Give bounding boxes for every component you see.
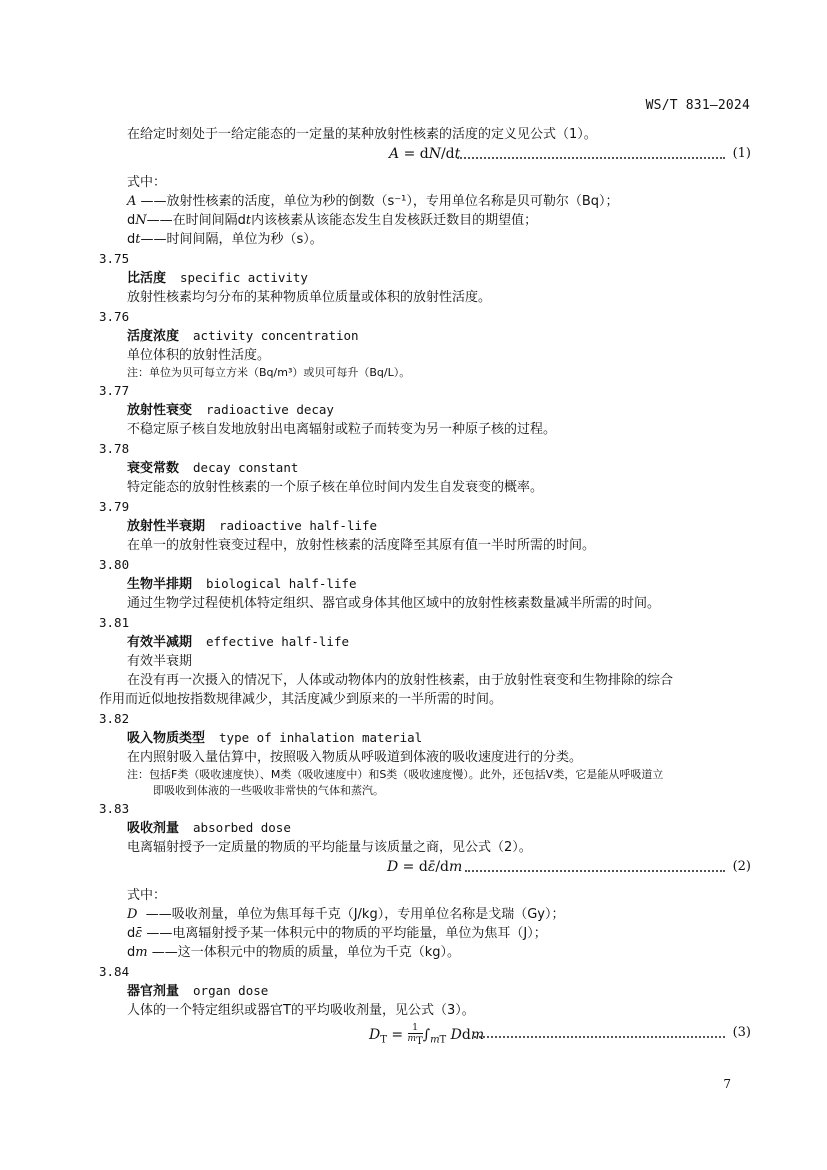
term-definition-3-76: 单位体积的放射性活度。 [127,348,271,363]
page-number: 7 [723,1077,731,1091]
formula-3-expression: $D_T$ = $\frac{1}{m_T}$ $\int_{mT}$ Ddm [369,1023,485,1047]
formula-2 [99,858,751,878]
where-label: 式中： [127,175,167,190]
term-zh: 生物半排期 [127,577,193,592]
var-de: dε̄ ——电离辐射授予某一体积元中的物质的平均能量，单位为焦耳（J）； [127,926,547,941]
term-definition-3-81-line2: 作用而近似地按指数规律减少，其活度减少到原来的一半所需的时间。 [99,692,503,707]
term-number-3-81: 3.81 [99,615,130,630]
formula-3 [99,1021,751,1047]
formula-2-number: (2) [732,859,751,874]
formula-2-expression: D = dε̄/dm [387,859,463,875]
term-definition-3-82: 在内照射吸入量估算中，按照吸入物质从呼吸道到体液的吸收速度进行的分类。 [127,750,583,765]
formula-1 [99,145,751,165]
term-heading-3-80 [99,574,751,594]
formula-1-leader [457,145,725,159]
term-en: specific activity [180,270,308,285]
term-heading-3-83 [99,818,751,838]
term-number-3-75: 3.75 [99,251,130,266]
term-zh: 放射性半衰期 [127,519,206,534]
term-en: activity concentration [193,328,359,343]
term-definition-3-81-line1: 在没有再一次摄入的情况下，人体或动物体内的放射性核素，由于放射性衰变和生物排除的综合 [127,673,674,688]
term-number-3-78: 3.78 [99,441,130,456]
term-definition-3-78: 特定能态的放射性核素的一个原子核在单位时间内发生自发衰变的概率。 [127,480,544,495]
term-note-3-76: 注：单位为贝可每立方米（Bq/m³）或贝可每升（Bq/L）。 [127,366,411,379]
term-definition-3-79: 在单一的放射性衰变过程中，放射性核素的活度降至其原有值一半时所需的时间。 [127,538,596,553]
term-zh: 比活度 [127,271,167,286]
term-heading-3-82 [99,728,751,748]
var-dt-desc: ——时间间隔，单位为秒（s）。 [140,232,323,247]
term-en: biological half-life [206,576,357,591]
var-dN-desc-a: ——在时间间隔 [146,213,238,228]
var-A-desc: ——放射性核素的活度，单位为秒的倒数（s⁻¹），专用单位名称是贝可勒尔（Bq）； [140,194,619,209]
formula-1-number: (1) [732,146,751,161]
formula-1-expression: A = dN/dt [389,146,461,162]
term-heading-3-81 [99,632,751,652]
term-number-3-79: 3.79 [99,499,130,514]
term-en: absorbed dose [193,820,291,835]
term-zh: 活度浓度 [127,329,180,344]
standard-code: WS/T 831—2024 [645,98,750,113]
term-heading-3-76 [99,326,751,346]
var-dN-desc-b: 内该核素从该能态发生自发核跃迁数目的期望值； [251,213,538,228]
formula-3-number: (3) [732,1025,751,1040]
term-heading-3-79 [99,516,751,536]
term-number-3-76: 3.76 [99,309,130,324]
term-en: radioactive half-life [219,518,378,533]
term-heading-3-77 [99,400,751,420]
term-en: decay constant [193,460,299,475]
term-definition-3-77: 不稳定原子核自发地放射出电离辐射或粒子而转变为另一种原子核的过程。 [127,422,557,437]
term-number-3-82: 3.82 [99,711,130,726]
term-definition-3-75: 放射性核素均匀分布的某种物质单位质量或体积的放射性活度。 [127,290,492,305]
term-alternative-3-81: 有效半衰期 [127,654,193,669]
term-heading-3-84 [99,981,751,1001]
page-content [99,125,751,1047]
var-dt: dt——时间间隔，单位为秒（s）。 [127,232,323,247]
term-number-3-83: 3.83 [99,801,130,816]
term-en: effective half-life [206,634,350,649]
var-dN: dN——在时间间隔dt内该核素从该能态发生自发核跃迁数目的期望值； [127,213,538,228]
term-number-3-77: 3.77 [99,383,130,398]
term-zh: 吸收剂量 [127,821,180,836]
formula-3-leader [474,1024,725,1038]
var-D: D ——吸收剂量，单位为焦耳每千克（J/kg），专用单位名称是戈瑞（Gy）； [127,907,565,922]
term-zh: 放射性衰变 [127,403,193,418]
formula-2-leader [465,858,725,872]
term-en: organ dose [193,983,269,998]
where-label-2: 式中： [127,888,167,903]
var-dm-desc: ——这一体积元中的物质的质量，单位为千克（kg）。 [151,945,461,960]
term-definition-3-80: 通过生物学过程使机体特定组织、器官或身体其他区域中的放射性核素数量减半所需的时间。 [127,596,661,611]
term-heading-3-75 [99,268,751,288]
term-en: type of inhalation material [219,730,423,745]
term-zh: 有效半减期 [127,635,193,650]
var-A: A ——放射性核素的活度，单位为秒的倒数（s⁻¹），专用单位名称是贝可勒尔（Bq）； [127,194,619,209]
term-note-3-82-line1: 注：包括F类（吸收速度快）、M类（吸收速度中）和S类（吸收速度慢）。此外，还包括V类，它是能从呼吸道立 [127,768,664,781]
activity-definition: 在给定时刻处于一给定能态的一定量的某种放射性核素的活度的定义见公式（1）。 [127,127,597,142]
term-definition-3-84: 人体的一个特定组织或器官T的平均吸收剂量，见公式（3）。 [127,1003,475,1018]
term-definition-3-83: 电离辐射授予一定质量的物质的平均能量与该质量之商，见公式（2）。 [127,840,532,855]
term-note-3-82-line2: 即吸收到体液的一些吸收非常快的气体和蒸汽。 [153,784,384,797]
var-de-desc: ——电离辐射授予某一体积元中的物质的平均能量，单位为焦耳（J）； [146,926,547,941]
term-heading-3-78 [99,458,751,478]
var-D-desc: ——吸收剂量，单位为焦耳每千克（J/kg），专用单位名称是戈瑞（Gy）； [145,907,565,922]
term-number-3-84: 3.84 [99,964,130,979]
term-en: radioactive decay [206,402,334,417]
term-zh: 器官剂量 [127,984,180,999]
term-zh: 吸入物质类型 [127,731,206,746]
term-number-3-80: 3.80 [99,557,130,572]
term-zh: 衰变常数 [127,461,180,476]
var-dm: dm ——这一体积元中的物质的质量，单位为千克（kg）。 [127,945,461,960]
